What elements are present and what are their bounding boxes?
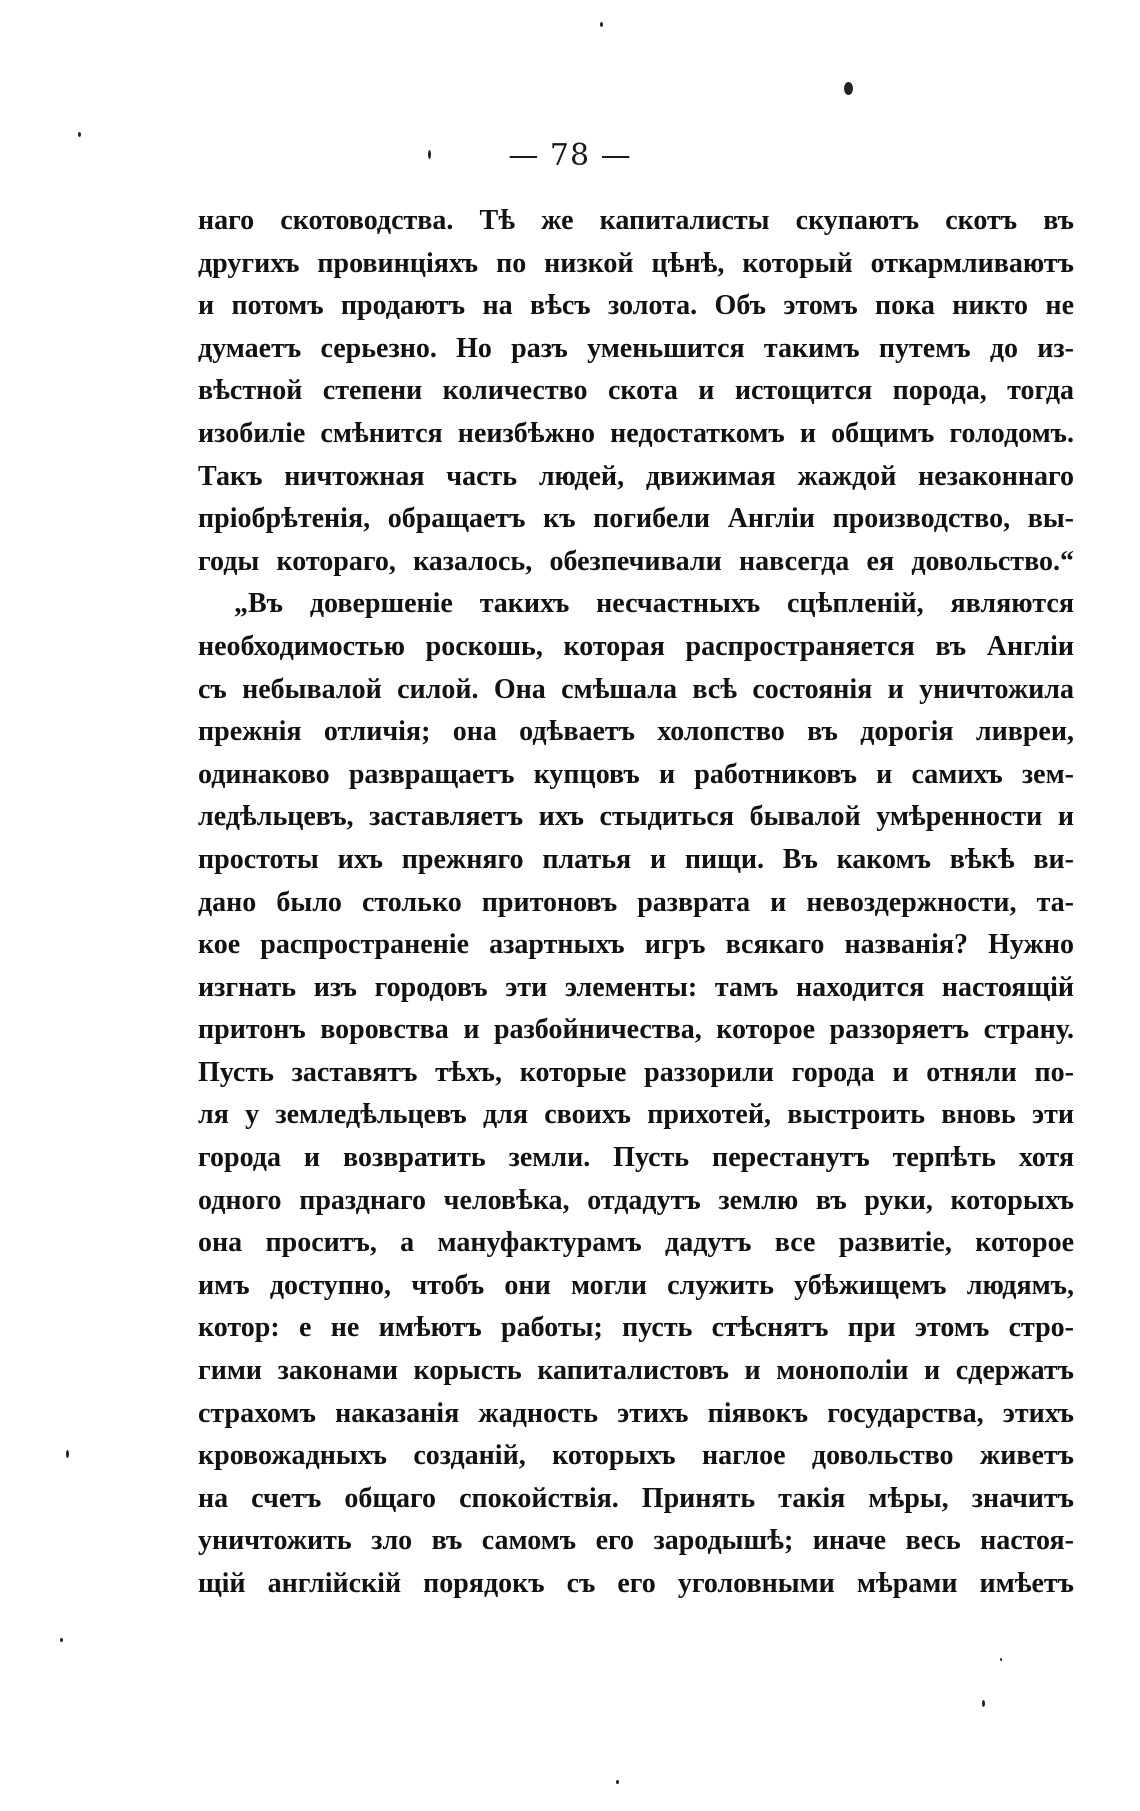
text-line: Такъ ничтожная часть людей, движимая жаждой незаконнаго bbox=[198, 460, 1074, 492]
text-line: годы котораго, казалось, обезпечивали навсегда ея довольство.“ bbox=[198, 545, 1074, 577]
text-line: простоты ихъ прежняго платья и пищи. Въ какомъ вѣкѣ ви- bbox=[198, 843, 1074, 875]
text-line: и потомъ продаютъ на вѣсъ золота. Объ этомъ пока никто не bbox=[198, 290, 1074, 322]
text-line: думаетъ серьезно. Но разъ уменьшится такимъ путемъ до из- bbox=[198, 332, 1074, 364]
body-text bbox=[198, 200, 1074, 1606]
page-number: — 78 — bbox=[508, 138, 632, 173]
scan-speck bbox=[78, 132, 81, 137]
text-line: другихъ провинціяхъ по низкой цѣнѣ, который откармливаютъ bbox=[198, 247, 1074, 279]
text-line: она проситъ, а мануфактурамъ дадутъ все развитіе, которое bbox=[198, 1227, 1074, 1259]
text-line: Пусть заставятъ тѣхъ, которые раззорили города и отняли по- bbox=[198, 1056, 1074, 1088]
text-line: ледѣльцевъ, заставляетъ ихъ стыдиться бывалой умѣренности и bbox=[198, 801, 1074, 833]
text-line: ля у земледѣльцевъ для своихъ прихотей, выстроить вновь эти bbox=[198, 1099, 1074, 1131]
scan-speck bbox=[1000, 1658, 1002, 1661]
text-line: „Въ довершеніе такихъ несчастныхъ сцѣпленій, являются bbox=[234, 588, 1074, 620]
text-line: города и возвратить земли. Пусть перестанутъ терпѣть хотя bbox=[198, 1142, 1074, 1174]
scan-speck bbox=[428, 150, 431, 159]
text-line: необходимостью роскошь, которая распространяется въ Англіи bbox=[198, 630, 1074, 662]
text-line: на счетъ общаго спокойствія. Принять такія мѣры, значитъ bbox=[198, 1482, 1074, 1514]
text-line: уничтожить зло въ самомъ его зародышѣ; иначе весь настоя- bbox=[198, 1525, 1074, 1557]
text-line: страхомъ наказанія жадность этихъ піявокъ государства, этихъ bbox=[198, 1397, 1074, 1429]
scan-speck bbox=[600, 22, 603, 27]
text-line: котор: е не имѣютъ работы; пусть стѣснятъ при этомъ стро- bbox=[198, 1312, 1074, 1344]
text-line: вѣстной степени количество скота и истощится порода, тогда bbox=[198, 375, 1074, 407]
text-line: кое распространеніе азартныхъ игръ всякаго названія? Нужно bbox=[198, 929, 1074, 961]
text-line: прежнія отличія; она одѣваетъ холопство въ дорогія ливреи, bbox=[198, 716, 1074, 748]
scan-speck bbox=[60, 1638, 63, 1642]
text-line: изгнать изъ городовъ эти элементы: тамъ находится настоящій bbox=[198, 971, 1074, 1003]
scan-speck bbox=[982, 1700, 985, 1707]
text-line: одинаково развращаетъ купцовъ и работниковъ и самихъ зем- bbox=[198, 758, 1074, 790]
text-line: щій англійскій порядокъ съ его уголовными мѣрами имѣетъ bbox=[198, 1568, 1074, 1599]
scan-speck bbox=[616, 1780, 619, 1784]
scan-speck bbox=[844, 82, 853, 95]
text-line: изобиліе смѣнится неизбѣжно недостаткомъ и общимъ голодомъ. bbox=[198, 417, 1074, 449]
text-line: дано было столько притоновъ разврата и невоздержности, та- bbox=[198, 886, 1074, 918]
text-line: гими законами корысть капиталистовъ и монополіи и сдержатъ bbox=[198, 1355, 1074, 1387]
scan-speck bbox=[66, 1450, 69, 1458]
text-line: кровожадныхъ созданій, которыхъ наглое довольство живетъ bbox=[198, 1440, 1074, 1472]
text-line: съ небывалой силой. Она смѣшала всѣ состоянія и уничтожила bbox=[198, 673, 1074, 705]
text-line: притонъ воровства и разбойничества, которое раззоряетъ страну. bbox=[198, 1014, 1074, 1046]
text-line: наго скотоводства. Тѣ же капиталисты скупаютъ скотъ въ bbox=[198, 205, 1074, 236]
text-line: пріобрѣтенія, обращаетъ къ погибели Англіи производство, вы- bbox=[198, 503, 1074, 535]
text-line: одного празднаго человѣка, отдадутъ землю въ руки, которыхъ bbox=[198, 1184, 1074, 1216]
text-line: имъ доступно, чтобъ они могли служить убѣжищемъ людямъ, bbox=[198, 1269, 1074, 1301]
